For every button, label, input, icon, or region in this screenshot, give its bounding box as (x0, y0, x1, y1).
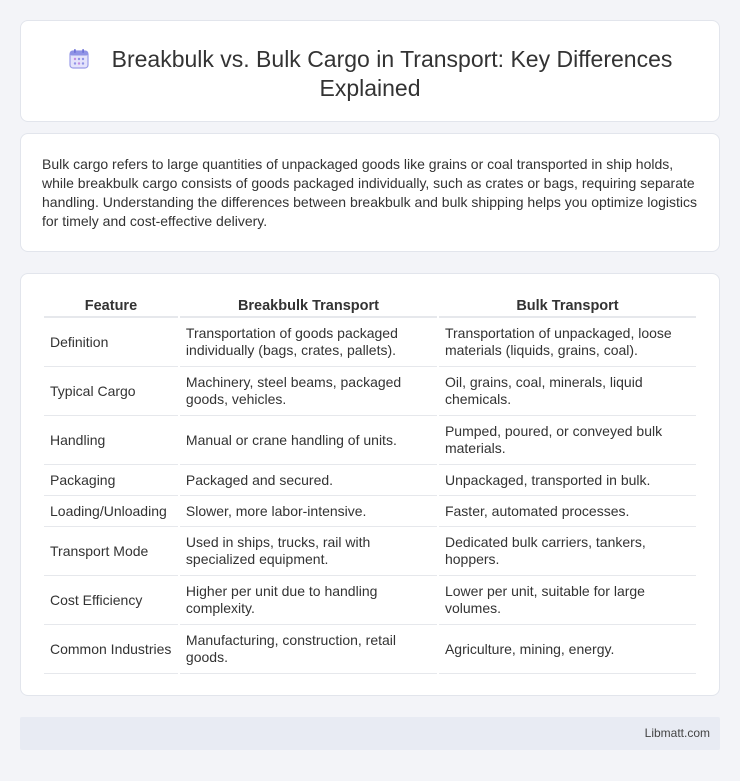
feature-cell: Definition (44, 318, 178, 367)
table-row (44, 527, 696, 576)
table-row (44, 496, 696, 527)
page-title (61, 45, 679, 103)
table-row (44, 416, 696, 465)
bulk-cell: Oil, grains, coal, minerals, liquid chemicals. (439, 367, 696, 416)
table-row (44, 367, 696, 416)
footer-bar (20, 717, 720, 750)
breakbulk-cell: Manual or crane handling of units. (180, 416, 437, 465)
footer-brand-link[interactable]: Libmatt.com (644, 726, 710, 740)
bulk-cell: Faster, automated processes. (439, 496, 696, 527)
bulk-cell: Unpackaged, transported in bulk. (439, 465, 696, 496)
feature-cell: Typical Cargo (44, 367, 178, 416)
breakbulk-cell: Higher per unit due to handling complexity. (180, 576, 437, 625)
feature-cell: Handling (44, 416, 178, 465)
intro-card (20, 133, 720, 252)
table-header-row (44, 296, 696, 318)
breakbulk-cell: Used in ships, trucks, rail with specialized equipment. (180, 527, 437, 576)
comparison-card (20, 273, 720, 696)
feature-cell: Transport Mode (44, 527, 178, 576)
column-header-breakbulk: Breakbulk Transport (180, 296, 437, 318)
bulk-cell: Dedicated bulk carriers, tankers, hoppers. (439, 527, 696, 576)
column-header-feature: Feature (44, 296, 178, 318)
breakbulk-cell: Machinery, steel beams, packaged goods, vehicles. (180, 367, 437, 416)
bulk-cell: Agriculture, mining, energy. (439, 625, 696, 674)
table-row (44, 576, 696, 625)
breakbulk-cell: Packaged and secured. (180, 465, 437, 496)
intro-paragraph: Bulk cargo refers to large quantities of unpackaged goods like grains or coal transported in ship holds, while breakbulk cargo consists of goods packaged individually, such as crates or bags, requiring separate handling. Understanding the differences between breakbulk and bulk shipping helps you optimize logistics for timely and cost-effective delivery. (42, 156, 698, 229)
feature-cell: Common Industries (44, 625, 178, 674)
page-title-text: Breakbulk vs. Bulk Cargo in Transport: Key Differences Explained (111, 46, 673, 101)
breakbulk-cell: Manufacturing, construction, retail goods. (180, 625, 437, 674)
bulk-cell: Pumped, poured, or conveyed bulk materials. (439, 416, 696, 465)
bulk-cell: Lower per unit, suitable for large volumes. (439, 576, 696, 625)
feature-cell: Loading/Unloading (44, 496, 178, 527)
table-row (44, 318, 696, 367)
breakbulk-cell: Transportation of goods packaged individually (bags, crates, pallets). (180, 318, 437, 367)
feature-cell: Packaging (44, 465, 178, 496)
feature-cell: Cost Efficiency (44, 576, 178, 625)
table-row (44, 625, 696, 674)
calendar-grid-icon (68, 48, 90, 70)
comparison-table (42, 296, 698, 674)
title-wrap (21, 45, 719, 103)
breakbulk-cell: Slower, more labor-intensive. (180, 496, 437, 527)
table-row (44, 465, 696, 496)
bulk-cell: Transportation of unpackaged, loose materials (liquids, grains, coal). (439, 318, 696, 367)
header-card (20, 20, 720, 122)
column-header-bulk: Bulk Transport (439, 296, 696, 318)
